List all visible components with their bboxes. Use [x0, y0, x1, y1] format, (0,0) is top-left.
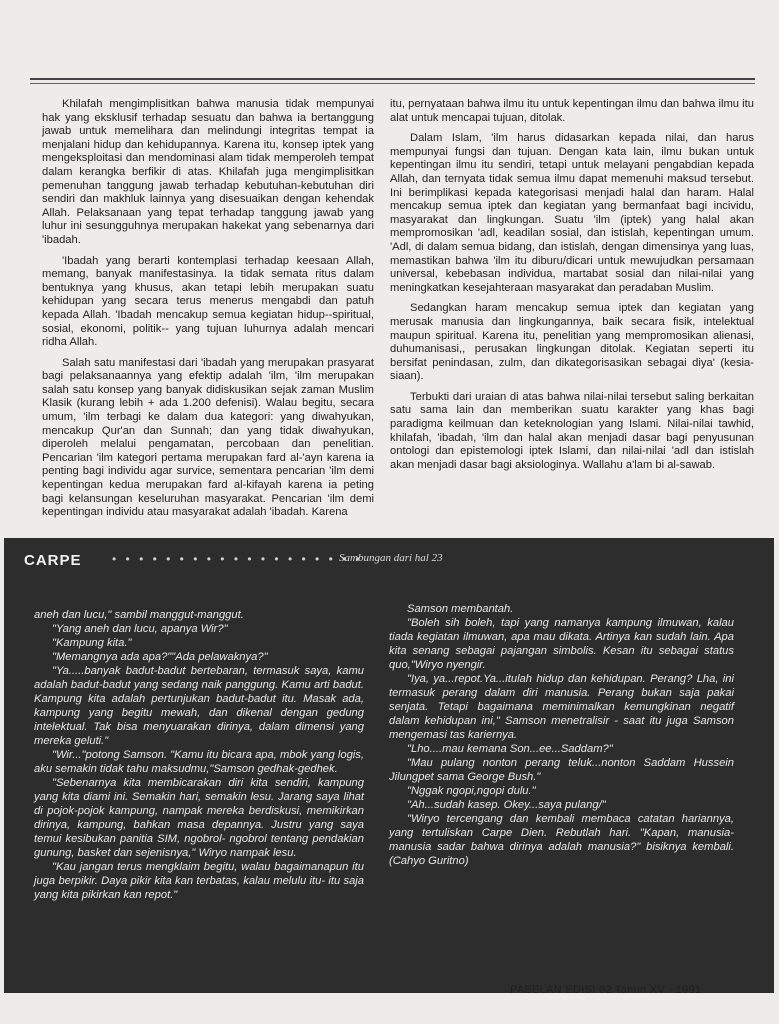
story-line: "Lho....mau kemana Son...ee...Saddam?": [407, 743, 613, 755]
top-rule: [30, 78, 755, 80]
paragraph: Terbukti dari uraian di atas bahwa nilai-nilai tersebut saling berkaitan satu sama lain dan memberikan suatu karakter yang khas bagi paradigma keilmuan dan keteknologian yang Islami. Nilai-nilai tawhid, khilafah, 'ibadah, 'ilm dan halal akan menjadi dasar bagi penyusunan ontologi dan epistemologi iptek Islami, dan nilai-nilai 'adl dan istislah akan menjadi dasar bagi aksiologinya. Wallahu a'lam bi al-sawab.: [390, 390, 754, 471]
paragraph: itu, pernyataan bahwa ilmu itu untuk kepentingan ilmu dan bahwa ilmu itu alat untuk mencapai tujuan, ditolak.: [390, 98, 754, 124]
continued-from-label: Sambungan dari hal 23: [339, 552, 443, 564]
top-rule-thin: [30, 83, 755, 84]
article-right-column: [390, 98, 754, 479]
story-line: "Mau pulang nonton perang teluk...nonton Saddam Hussein Jilungpet sama George Bush.": [389, 757, 734, 783]
story-line: "Kampung kita.": [52, 637, 132, 649]
story-line: "Wir..."potong Samson. "Kamu itu bicara apa, mbok yang logis, aku semakin tidak tahu maksudmu,"Samson gedhak-gedhek.: [34, 749, 364, 775]
paragraph: Khilafah mengimplisitkan bahwa manusia tidak mempunyai hak yang eksklusif terhadap sesuatu dan bahwa ia bertanggung jawab untuk memelihara dan melindungi integritas tempat ia menjalani hidup dan kehidupannya. Karena itu, konsep iptek yang mengeksploitasi dan mendominasi alam tidak memperoleh tempat dalam kerangka berfikir di atas. Khilafah juga mengimplisitkan pemenuhan tanggung jawab terhadap kebutuhan-kebutuhan diri sendiri dan makhluk lainnya yang disesuaikan dengan kehendak Allah. Pelaksanaan yang tepat terhadap tanggung jawab yang luhur ini sesungguhnya merupakan hakekat yang sebenarnya dari 'ibadah.: [42, 98, 374, 246]
story-line: "Iya, ya...repot.Ya...itulah hidup dan kehidupan. Perang? Lha, ini termasuk perang dalam diri manusia. Perang bukan saja pakai senjata. Tetapi bagaimana meminimalkan kemungkinan negatif dalam kehidupan ini," Samson menetralisir - saat itu juga Samson mengemasi tas kariernya.: [389, 673, 734, 741]
paragraph: 'Ibadah yang berarti kontemplasi terhadap keesaan Allah, memang, banyak manifestasinya. Ia tidak semata ritus dalam bentuknya yang khusus, akan tetapi lebih merupakan suatu kehidupan yang secara terus menerus mengabdi dan patuh kepada Allah. 'Ibadah mencakup semua kegiatan hidup--spiritual, sosial, ekonomi, politik-- yang tujuan luhurnya adalah mencari ridha Allah.: [42, 254, 374, 349]
article-left-column: [42, 98, 374, 527]
story-line: "Wiryo tercengang dan kembali membaca catatan hariannya, yang tertuliskan Carpe Dien. Rebutlah hari. "Kapan, manusia- manusia sadar bahwa dirinya adalah manusia?" bisiknya kembali. (Cahyo Guritno): [389, 813, 734, 867]
story-line: "Memangnya ada apa?""Ada pelawaknya?": [52, 651, 268, 663]
carpe-right-column: [389, 602, 734, 868]
story-line: "Boleh sih boleh, tapi yang namanya kampung ilmuwan, kalau tiada kegiatan ilmuwan, apa mau dikata. Artinya kan sudah lain. Apa kita senang sebagai pajangan simbolis. Kesan itu sebagai status quo,"Wiryo nyengir.: [389, 617, 734, 671]
story-line: "Nggak ngopi,ngopi dulu.": [407, 785, 536, 797]
story-line: Samson membantah.: [407, 603, 514, 615]
story-line: "Ya.....banyak badut-badut bertebaran, termasuk saya, kamu adalah badut-badut yang sedang naik panggung. Kamu arti badut. Kampung kita adalah pertunjukan badut-badut itu. Masak ada, kampung yang begitu mewah, dan dikenal dengan gedung intelektual. Tak bisa menyuarakan dirinya, dalam dimensi yang mereka geluti.": [34, 665, 364, 747]
story-line: aneh dan lucu," sambil manggut-manggut.: [34, 609, 244, 621]
paragraph: Dalam Islam, 'ilm harus didasarkan kepada nilai, dan harus mempunyai fungsi dan tujuan. Dengan kata lain, ilmu bukan untuk kepentingan ilmu itu sendiri, tetapi untuk melayani pengabdian kepada Allah, dan ternyata tidak semua ilmu dapat memenuhi maksud tersebut. Ini berimplikasi kepada kategorisasi menjadi halal dan haram. Halal mencakup semua iptek dan kegiatan yang bermanfaat bagi incividu, masyarakat dan lingkungan. Suatu 'ilm (iptek) yang halal akan mempromosikan 'adl, keadilan sosial, dan istislah, kepentingan umum. 'Adl, di dalam semua bidang, dan istislah, dengan dimensinya yang luas, memastikan bahwa 'ilm itu diburu/dicari untuk mewujudkan persamaan universal, kebebasan individua, martabat sosial dan nilai-nilai yang meningkatkan kesejahteraan masyarakat dan peradaban Muslim.: [390, 132, 754, 294]
story-line: "Kau jangan terus mengklaim begitu, walau bagaimanapun itu juga berpikir. Daya pikir kita kan terbatas, kalau melulu itu- itu saja yang kita pikirkan kan repot.": [34, 861, 364, 901]
page-footer: PABELAN EDISI 02 Tahun XV - 1991: [510, 984, 702, 996]
paragraph: Salah satu manifestasi dari 'ibadah yang merupakan prasyarat bagi pelaksanaannya yang efektip adalah 'ilm, 'ilm merupakan salah satu konsep yang banyak didiskusikan sejak zaman Muslim Klasik (kurang lebih + ada 1.200 defenisi). Walau begitu, secara umum, 'ilm terbagi ke dalam dua kategori: yang diwahyukan, mencakup Qur'an dan Sunnah; dan yang tidak diwahyukan, diperoleh melalui pengamatan, percobaan dan penelitian. Pencarian 'ilm kategori pertama merupakan fard al-'ayn karena ia penting bagi individu agar survice, sementara pencarian 'ilm demi kepentingan kedua merupakan fard al-kifayah karena ia peting bagi kelansungan keseluruhan masyarakat. Pencarian 'ilm demi kepentingan individu atau masyarakat adalah 'ibadah. Karena: [42, 356, 374, 519]
story-line: "Yang aneh dan lucu, apanya Wir?": [52, 623, 228, 635]
carpe-dots: • • • • • • • • • • • • • • • • • • •: [112, 552, 363, 566]
paragraph: Sedangkan haram mencakup semua iptek dan kegiatan yang merusak manusia dan lingkungannya, baik secara fisik, intelektual maupun spiritual. Karena itu, penelitian yang mempromosikan alienasi, duhumanisasi,, perusakan lingkungan ditolak. Kegiatan seperti itu bersifat penindasan, zulm, dan dikategorisasikan sebagai diya' (kesia-siaan).: [390, 302, 754, 383]
carpe-left-column: [34, 608, 364, 902]
carpe-title: CARPE: [24, 552, 82, 569]
story-line: "Ah...sudah kasep. Okey...saya pulang/": [407, 799, 606, 811]
story-line: "Sebenarnya kita membicarakan diri kita sendiri, kampung yang kita diami ini. Semakin hari, semakin lesu. Jarang saya lihat di pojok-pojok kampung, nampak mereka berdiskusi, memikirkan dirinya, kampung, bahkan masa depannya. Justru yang saya temui kesibukan panitia SIM, ngobrol- ngobrol tentang pendakian gunung, basket dan sejenisnya," Wiryo nampak lesu.: [34, 777, 364, 859]
carpe-section: [4, 538, 774, 993]
